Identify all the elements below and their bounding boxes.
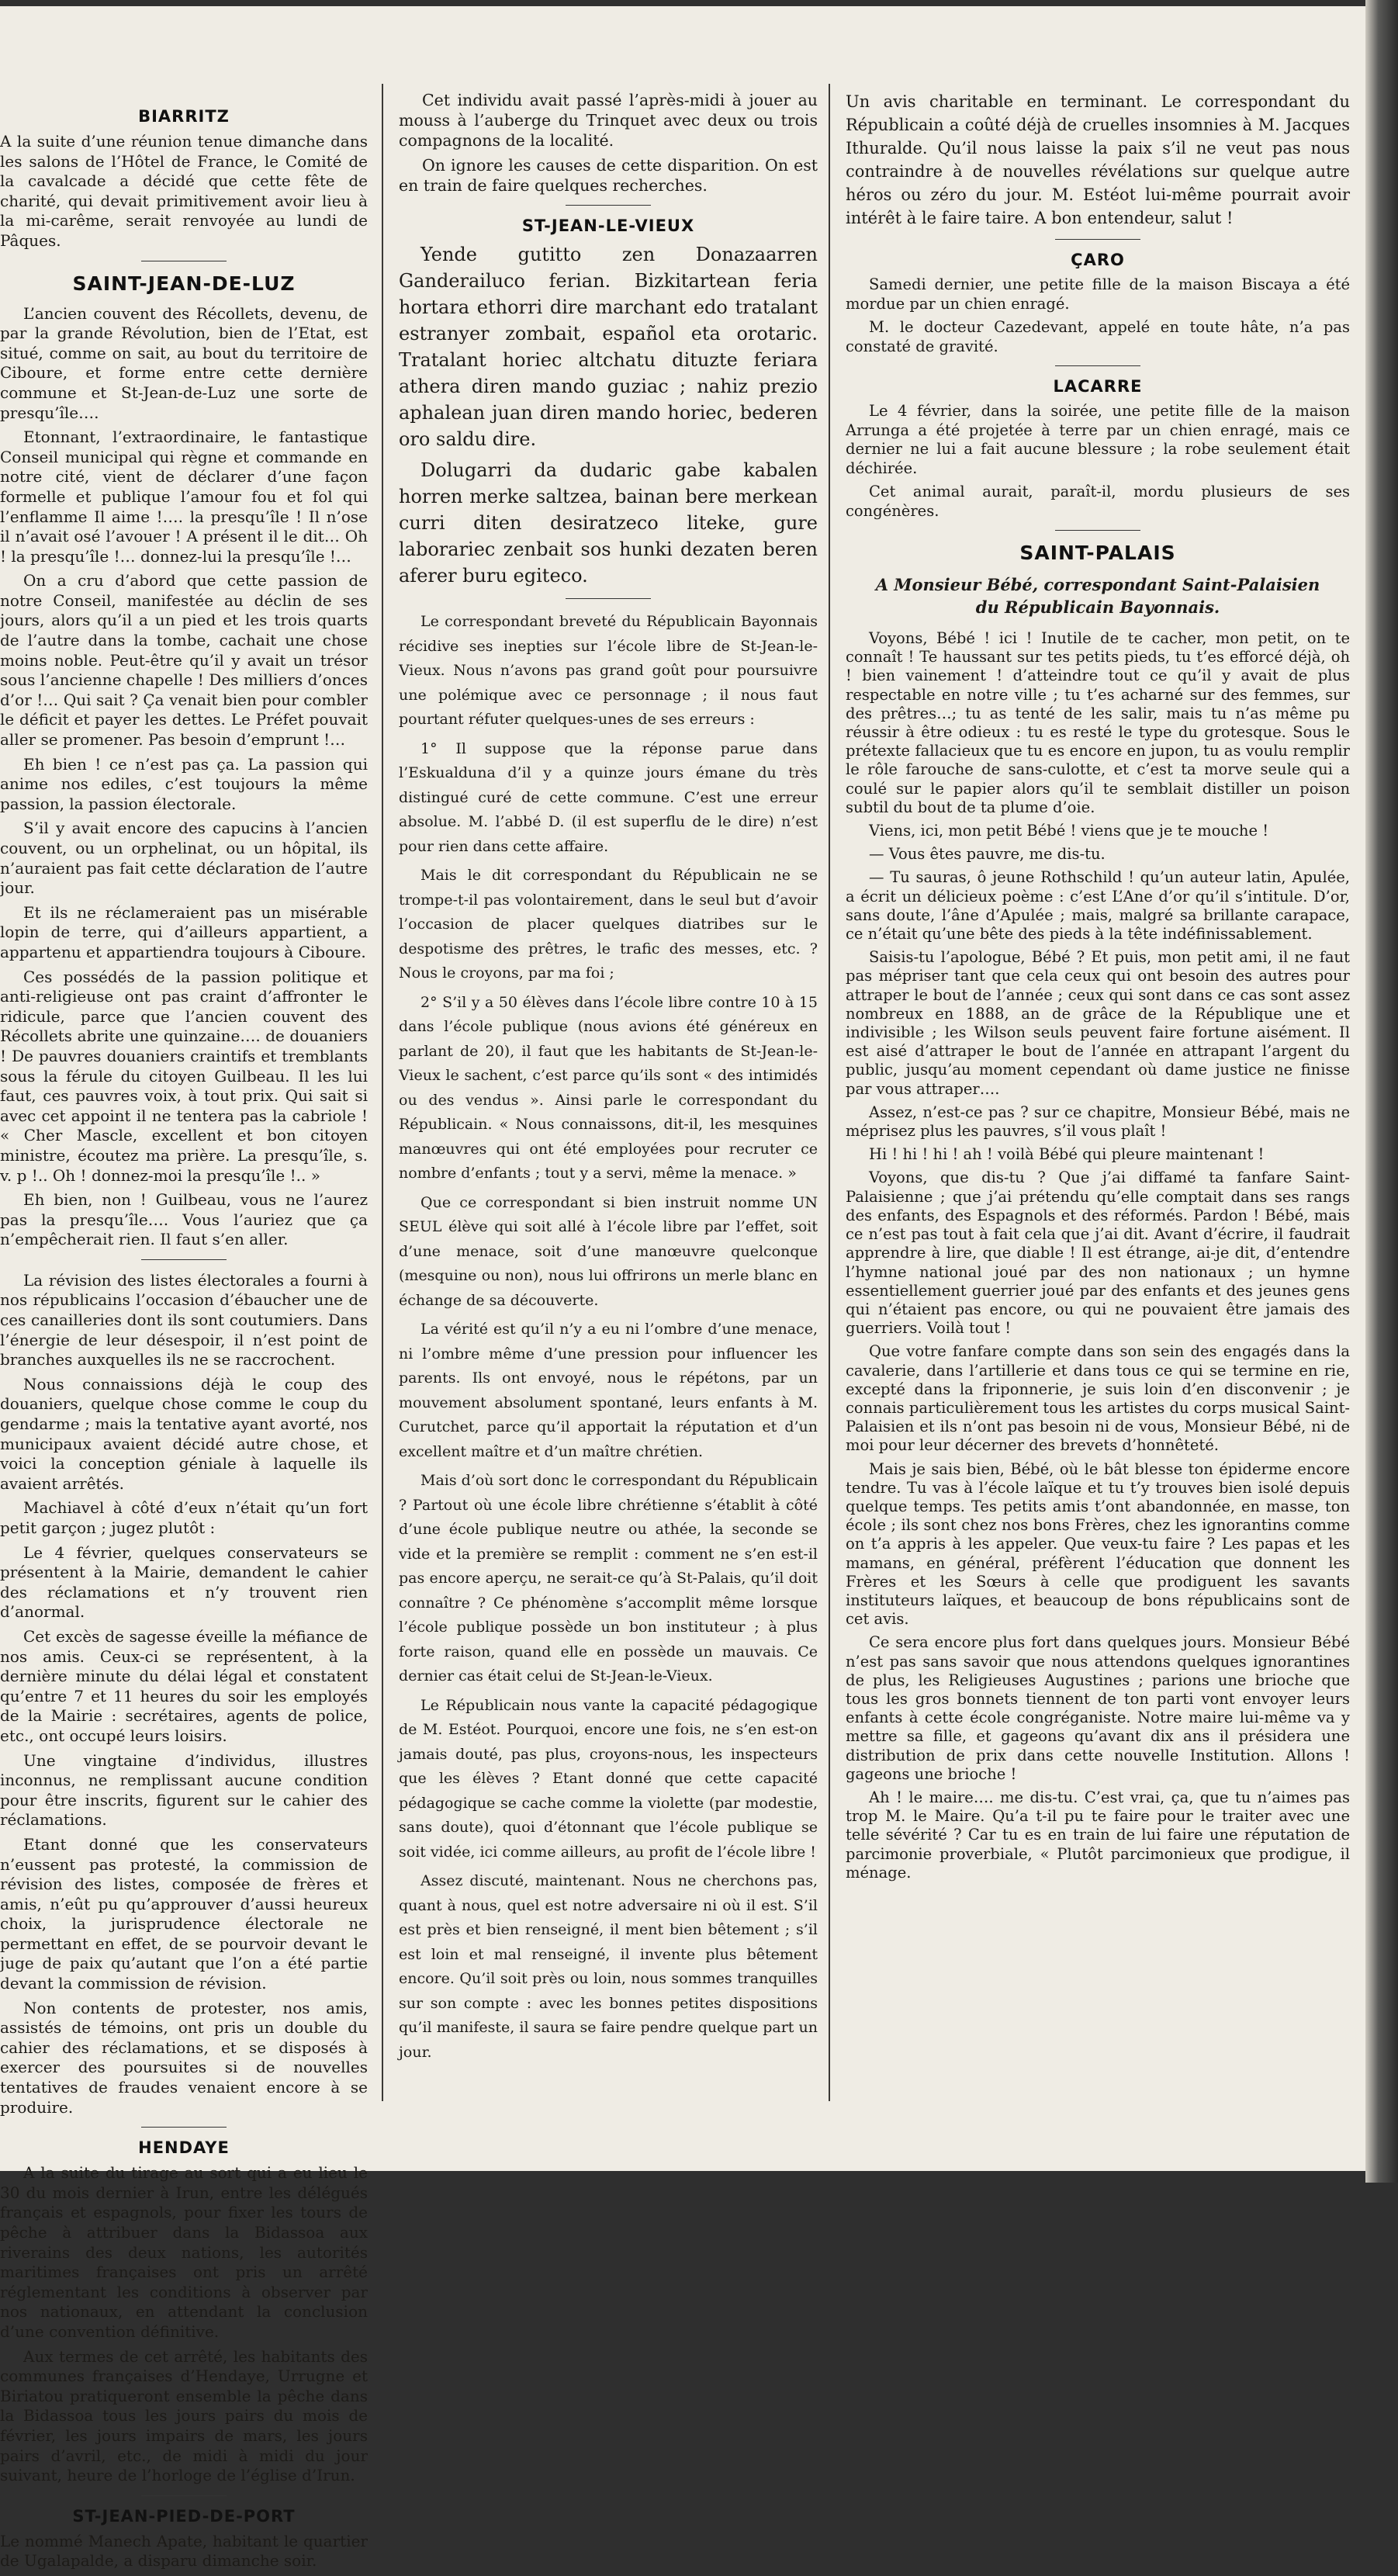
paragraph: La vérité est qu’il n’y a eu ni l’ombre d’une menace, ni l’ombre même d’une pression pour influencer les parents. Ils ont envoyé, nous le répétons, par un mouvement absolument spontané, leurs enfants à M. Curutchet, parce qu’il apportait la réputation et d’un excellent maître et d’un maître chrétien. bbox=[399, 1321, 818, 1460]
section-title-hendaye: HENDAYE bbox=[138, 2138, 230, 2158]
section-title-saint-palais: SAINT-PALAIS bbox=[1019, 542, 1176, 564]
paragraph: Le correspondant breveté du Républicain Bayonnais récidive ses inepties sur l’école libre de St-Jean-le-Vieux. Nous n’avons pas grand goût pour poursuivre une polémique avec ce personnage ; il nous faut pourtant réfuter quelques-unes de ses erreurs : bbox=[399, 613, 818, 728]
paragraph: Viens, ici, mon petit Bébé ! viens que je te mouche ! bbox=[869, 822, 1269, 840]
paragraph: Ah ! le maire…. me dis-tu. C’est vrai, ça, que tu n’aimes pas trop M. le Maire. Qu’a t-il pu te faire pour le traiter avec une telle sévérité ? Car tu es en train de lui faire une réputation de parcimonie proverbiale, « Plutôt parcimonieux que prodigue, il ménage. bbox=[846, 1788, 1350, 1882]
paragraph: — Tu sauras, ô jeune Rothschild ! qu’un auteur latin, Apulée, a écrit un délicieux poème : c’est L’Ane d’or qu’il s’intitule. D’or, sans doute, l’âne d’Apulée ; mais, malgré sa brillante carapace, ce n’était qu’une bête des pieds à la tête indéfinissablement. bbox=[846, 868, 1350, 943]
paragraph: Voyons, Bébé ! ici ! Inutile de te cacher, mon petit, on te connaît ! Te haussant sur tes petits pieds, tu t’es efforcé déjà, oh ! bien vainement ! d’atteindre tout ce qu’il y avait de plus respectable en notre ville ; tu t’es acharné sur des femmes, sur des prêtres…; tu as tenté de les salir, mais tu n’as même pu réussir à être odieux : tu es resté le type du grotesque. Sous le prétexte fallacieux que tu es encore en jupon, tu as voulu remplir le rôle farouche de sans-culotte, et c’est ta morve seule qui a coulé sur le papier alors qu’il te semblait distiller un poison subtil du bout de ta plume d’oie. bbox=[846, 629, 1350, 816]
st-jean-pied-de-port-paragraph: Le nommé Manech Apate, habitant le quartier de Ugalapalde, a disparu dimanche soir. bbox=[0, 2531, 368, 2571]
hendaye-body bbox=[0, 2163, 368, 2486]
paragraph: L’ancien couvent des Récollets, devenu, de par la grande Révolution, bien de l’Etat, est situé, comme on sait, au bout du territoire de Ciboure, et forme entre cette dernière commune et St-Jean-de-Luz une sorte de presqu’île…. bbox=[0, 303, 368, 422]
paragraph: Yende gutitto zen Donazaarren Ganderailuco ferian. Bizkitartean feria hortara ethorri dire marchant edo tratalant estranyer zombait, español eta orotaric. Tratalant horiec altchatu dituzte feriara athera diren mando guziac ; nahiz prezio aphalean juan diren mando horiec, bederen oro saldu dire. bbox=[399, 244, 818, 450]
column-3 bbox=[846, 90, 1350, 1887]
paragraph: Aux termes de cet arrêté, les habitants des communes françaises d’Hendaye, Urrugne et Biriatou pratiqueront ensemble la pêche dans la Bidassoa tous les jours pairs du mois de février, les jours impairs de mars, les jours pairs d’avril, etc., de midi à midi du jour suivant, heure de l’horloge de l’église d’Irun. bbox=[0, 2346, 368, 2485]
paragraph: Assez, n’est-ce pas ? sur ce chapitre, Monsieur Bébé, mais ne méprisez plus les pauvres, s’il vous plaît ! bbox=[846, 1103, 1350, 1141]
separator bbox=[1055, 530, 1140, 531]
paragraph: 1° Il suppose que la réponse parue dans l’Eskualduna d’il y a quinze jours émane du très distingué curé de cette commune. C’est une erreur absolue. M. l’abbé D. (il est superflu de le dire) n’est pour rien dans cette affaire. bbox=[399, 739, 818, 855]
paragraph: S’il y avait encore des capucins à l’ancien couvent, ou un orphelinat, ou un hôpital, ils n’auraient pas fait cette déclaration de l’autre jour. bbox=[0, 819, 368, 898]
paragraph: Mais le dit correspondant du Républicain ne se trompe-t-il pas volontairement, dans le seul but d’avoir l’occasion de placer quelques diatribes sur le despotisme des prêtres, le trafic des messes, etc. ? Nous le croyons, par ma foi ; bbox=[399, 867, 818, 982]
basque-text bbox=[399, 241, 818, 589]
paragraph: Assez discuté, maintenant. Nous ne cherchons pas, quant à nous, quel est notre adversaire ni où il est. S’il est près et bien renseigné, il ment bien bêtement ; s’il est loin et mal renseigné, il invente plus bêtement encore. Qu’il soit près ou loin, nous sommes tranquilles sur son compte : avec les bonnes petites dispositions qu’il manifeste, il saura se faire pendre quelque part un jour. bbox=[399, 1872, 818, 2061]
saint-jean-de-luz-body-2 bbox=[0, 1271, 368, 2117]
paragraph: Nous connaissions déjà le coup des douaniers, quelque chose comme le coup du gendarme ; mais la tentative ayant avorté, nos municipaux avaient décidé autre chose, et voici la conception géniale à laquelle ils avaient arrêtés. bbox=[0, 1374, 368, 1493]
paragraph: Mais je sais bien, Bébé, où le bât blesse ton épiderme encore tendre. Tu vas à l’école laïque et tu t’y trouves bien isolé depuis quelque temps. Tes petits amis t’ont abandonnée, en masse, ton école ; ils sont chez nos bons Frères, chez les ignorantins comme on t’a appris à les appeler. Que veux-tu faire ? Les papas et les mamans, en général, préfèrent l’éducation que donnent les Frères et les Sœurs à celle que prodiguent les savants instituteurs laïques, et beaucoup de bons républicains sont de cet avis. bbox=[846, 1459, 1350, 1629]
paragraph: Dolugarri da dudaric gabe kabalen horren merke saltzea, bainan bere merkean curri diten desiratzeco liteke, gure laborariec zenbait sos hunki dezaten beren aferer buru egiteco. bbox=[399, 459, 818, 587]
paragraph: Hi ! hi ! hi ! ah ! voilà Bébé qui pleure maintenant ! bbox=[869, 1145, 1265, 1164]
saint-palais-body bbox=[846, 629, 1350, 1882]
caro-body bbox=[846, 275, 1350, 356]
paragraph: Eh bien, non ! Guilbeau, vous ne l’aurez pas la presqu’île…. Vous l’auriez que ça n’empêcherait rien. Il faut s’en aller. bbox=[0, 1190, 368, 1249]
paragraph: Machiavel à côté d’eux n’était qu’un fort petit garçon ; jugez plutôt : bbox=[0, 1498, 368, 1537]
continuation-text bbox=[399, 90, 818, 196]
paragraph: 2° S’il y a 50 élèves dans l’école libre contre 10 à 15 dans l’école publique (nous avions été généreux en parlant de 20), il faut que les habitants de St-Jean-le-Vieux le sachent, c’est parce qu’ils sont « des intimidés ou des vendus ». Ainsi parle le correspondant du Républicain. « Nous connaissons, dit-il, les mesquines manœuvres qui ont été employées pour recruter ce nombre d’enfants ; tout y a servi, même la menace. » bbox=[399, 993, 818, 1182]
paragraph: — Vous êtes pauvre, me dis-tu. bbox=[869, 845, 1106, 864]
paragraph: Ces possédés de la passion politique et anti-religieuse ont pas craint d’affronter le ridicule, parce que l’ancien couvent des Récollets abrite une quinzaine…. de douaniers ! De pauvres douaniers craintifs et tremblants sous la férule du citoyen Guilbeau. Il les lui faut, ces pauvres voix, à tout prix. Qui sait si avec cet appoint il ne tentera pas la cabriole ! « Cher Mascle, excellent et bon citoyen ministre, écoutez ma prière. La presqu’île, s. v. p !.. Oh ! donnez-moi la presqu’île !.. » bbox=[0, 967, 368, 1185]
paragraph: Eh bien ! ce n’est pas ça. La passion qui anime nos ediles, c’est toujours la même passion, la passion électorale. bbox=[0, 754, 368, 813]
closing-note-paragraph: Un avis charitable en terminant. Le correspondant du Républicain a coûté déjà de cruelles insomnies à M. Jacques Ithuralde. Qu’il nous laisse la paix s’il ne veut pas nous contraindre à de nouvelles révélations sur quelque autre héros ou zéro du jour. M. Estéot lui-même pourrait avoir intérêt à le faire taire. A bon entendeur, salut ! bbox=[846, 92, 1350, 227]
section-title-st-jean-le-vieux: ST-JEAN-LE-VIEUX bbox=[521, 216, 695, 235]
paragraph: Etonnant, l’extraordinaire, le fantastique Conseil municipal qui règne et commande en notre cité, vient de déclarer d’une façon formelle et publique l’amour fou et fol qui l’enflamme Il aime !…. la presqu’île ! Il n’ose il n’avait osé l’avouer ! A présent il le dit… Oh ! la presqu’île !… donnez-lui la presqu’île !… bbox=[0, 428, 368, 566]
paragraph: Que votre fanfare compte dans son sein des engagés dans la cavalerie, dans l’artillerie et dans tous ce qui se termine en rie, excepté dans la friponnerie, je suis loin d’en disconvenir ; je connais particulièrement tous les artistes du corps musical Saint-Palaisien et ils n’ont pas besoin ni de vous, Monsieur Bébé, ni de moi pour leur décerner des brevets d’honnêteté. bbox=[846, 1342, 1350, 1455]
paragraph: Le 4 février, dans la soirée, une petite fille de la maison Arrunga a été projetée à terre par un chien enragé, mais ce dernier ne lui a fait aucune blessure ; la robe seulement était déchirée. bbox=[846, 402, 1350, 477]
paragraph: A la suite du tirage au sort qui a eu lieu le 30 du mois dernier à Irun, entre les délégués français et espagnols, pour fixer les tours de pêche à attribuer dans la Bidassoa aux riverains des deux nations, les autorités maritimes françaises ont pris un arrêté réglementant les conditions à observer par nos nationaux, en attendant la conclusion d’une convention définitive. bbox=[0, 2163, 368, 2341]
paragraph: Samedi dernier, une petite fille de la maison Biscaya a été mordue par un chien enragé. bbox=[846, 275, 1350, 313]
paragraph: Cet excès de sagesse éveille la méfiance de nos amis. Ceux-ci se représentent, à la dernière minute du délai légal et constatent qu’entre 7 et 11 heures du soir les employés de la Mairie : secrétaires, agents de police, etc., ont occupé leurs loisirs. bbox=[0, 1626, 368, 1745]
paragraph: Ce sera encore plus fort dans quelques jours. Monsieur Bébé n’est pas sans savoir que nous attendons quelques ignorantines de plus, les Religieuses Augustines ; parions une brioche que tous les gros bonnets tiennent de ton parti vont envoyer leurs enfants à cette école congréganiste. Notre maire lui-même va y mettre sa fille, et gageons qu’avant dix ans il présidera une distribution de prix dans cette nouvelle Institution. Allons ! gageons une brioche ! bbox=[846, 1633, 1350, 1783]
paragraph: Cet individu avait passé l’après-midi à jouer au mouss à l’auberge du Trinquet avec deux ou trois compagnons de la localité. bbox=[399, 91, 818, 150]
column-2 bbox=[399, 90, 818, 2069]
paragraph: M. le docteur Cazedevant, appelé en toute hâte, n’a pas constaté de gravité. bbox=[846, 318, 1350, 355]
paragraph: Le Républicain nous vante la capacité pédagogique de M. Estéot. Pourquoi, encore une fois, ne s’en est-on jamais douté, pas plus, croyons-nous, les inspecteurs que les élèves ? Etant donné que cette capacité pédagogique se cache comme la violette (par modestie, sans doute), quoi d’étonnant que l’école publique se soit vidée, ici comme ailleurs, au profit de l’école libre ! bbox=[399, 1696, 818, 1861]
paragraph: La révision des listes électorales a fourni à nos républicains l’occasion d’ébaucher une de ces canailleries dont ils sont coutumiers. Dans l’énergie de leur désespoir, il n’est point de branches auxquelles ils ne se raccrochent. bbox=[0, 1270, 368, 1369]
separator bbox=[141, 1259, 227, 1260]
paragraph: Et ils ne réclameraient pas un misérable lopin de terre, qui d’ailleurs appartient, a appartenu et appartiendra toujours à Ciboure. bbox=[0, 902, 368, 961]
separator bbox=[141, 2127, 227, 2128]
paragraph: Etant donné que les conservateurs n’eussent pas protesté, la commission de révision des listes, composée de frères et amis, n’eût pu qu’approuver d’aussi heureux choix, la jurisprudence électorale ne permettant en effet, de se pourvoir devant le juge de paix qu’autant que l’on a été partie devant la commission de révision. bbox=[0, 1834, 368, 1993]
lacarre-body bbox=[846, 402, 1350, 521]
paragraph: On a cru d’abord que cette passion de notre Conseil, manifestée au déclin de ses jours, alors qu’il a un pied et les trois quarts de l’autre dans la tombe, cachait une chose moins noble. Peut-être qu’il y avait un trésor sous l’ancienne chapelle ! Des milliers d’onces d’or !… Qui sait ? Ça venait bien pour combler le déficit et payer les dettes. Le Préfet pouvait aller se promener. Pas besoin d’emprunt !… bbox=[0, 571, 368, 750]
closing-note bbox=[846, 90, 1350, 230]
separator bbox=[141, 2495, 227, 2496]
page-edge-shadow bbox=[1365, 0, 1398, 2183]
paragraph: Que ce correspondant si bien instruit nomme UN SEUL élève qui soit allé à l’école libre par l’effet, soit d’une menace, soit d’une manœuvre quelconque (mesquine ou non), nous lui offrirons un merle blanc en échange de sa découverte. bbox=[399, 1193, 818, 1309]
section-title-caro: ÇARO bbox=[1071, 251, 1125, 269]
newspaper-page bbox=[0, 6, 1365, 2571]
paragraph: Une vingtaine d’individus, illustres inconnus, ne remplissant aucune condition pour être inscrits, figurent sur le cahier des réclamations. bbox=[0, 1750, 368, 1830]
paragraph: On ignore les causes de cette disparition. On est en train de faire quelques recherches. bbox=[399, 156, 818, 195]
section-title-biarritz: BIARRITZ bbox=[138, 107, 230, 126]
separator bbox=[566, 205, 651, 206]
paragraph: Voyons, que dis-tu ? Que j’ai diffamé ta fanfare Saint-Palaisienne ; que j’ai prétendu qu’elle comptait dans ses rangs des enfants, des Espagnols et des réformés. Pardon ! Bébé, mais ce n’est pas tout à fait cela que j’ai dit. Avant d’écrire, il faudrait apprendre à lire, que diable ! Il est étrange, ai-je dit, d’entendre l’hymne national joué par des non nationaux ; un hymne essentiellement guerrier joué par des enfants et des jeunes gens qui n’étaient pas encore, ou qui ne pouvaient être jamais des guerriers. Voilà tout ! bbox=[846, 1169, 1350, 1338]
column-rule bbox=[829, 84, 830, 2101]
subtitle-line-1: A Monsieur Bébé, correspondant Saint-Palaisien bbox=[875, 575, 1320, 594]
biarritz-paragraph: A la suite d’une réunion tenue dimanche dans les salons de l’Hôtel de France, le Comité de la cavalcade a décidé que cette fête de charité, qui devait primitivement avoir lieu à la mi-carême, serait renvoyée au lundi de Pâques. bbox=[0, 132, 368, 250]
section-title-saint-jean-de-luz: SAINT-JEAN-DE-LUZ bbox=[72, 272, 296, 295]
separator bbox=[566, 598, 651, 599]
subtitle-line-2: du Républicain Bayonnais. bbox=[975, 597, 1220, 617]
column-rule bbox=[382, 84, 383, 2101]
saint-palais-subtitle bbox=[846, 573, 1350, 618]
paragraph: Saisis-tu l’apologue, Bébé ? Et puis, mon petit ami, il ne faut pas mépriser tant que cela ceux qui ont besoin des autres pour attraper le bout de l’année ; ceux qui sont dans ce cas sont assez nombreux en 1888, an de grâce de la République une et indivisible ; les Wilson seuls peuvent faire fortune aisément. Il est aisé d’attraper le bout de l’année en attrapant l’argent du public, jusqu’au moment cependant où dame justice ne finisse par vous attraper…. bbox=[846, 948, 1350, 1098]
paragraph: Cet animal aurait, paraît-il, mordu plusieurs de ses congénères. bbox=[846, 483, 1350, 520]
separator bbox=[1055, 239, 1140, 240]
paragraph: Non contents de protester, nos amis, assistés de témoins, ont pris un double du cahier des réclamations, et se disposés à exercer des poursuites si de nouvelles tentatives de fraudes venaient encore à se produire. bbox=[0, 1998, 368, 2117]
section-title-lacarre: LACARRE bbox=[1053, 377, 1143, 396]
paragraph: Mais d’où sort donc le correspondant du Républicain ? Partout où une école libre chrétienne s’établit à côté d’une école publique neutre ou athée, la seconde se vide et la première se remplit : comment ne s’en est-il pas encore aperçu, ne serait-ce qu’à St-Palais, qu’il doit connaître ? Ce phénomène s’accomplit même lorsque l’école publique possède un bon instituteur ; à plus forte raison, quand elle en possède un mauvais. Ce dernier cas était celui de St-Jean-le-Vieux. bbox=[399, 1472, 818, 1684]
saint-jean-de-luz-body bbox=[0, 304, 368, 1250]
separator bbox=[1055, 365, 1140, 366]
reply-text bbox=[399, 610, 818, 2065]
paragraph: Le 4 février, quelques conservateurs se présentent à la Mairie, demandent le cahier des réclamations et n’y trouvent rien d’anormal. bbox=[0, 1542, 368, 1622]
section-title-st-jean-pied-de-port: ST-JEAN-PIED-DE-PORT bbox=[72, 2506, 296, 2526]
column-1 bbox=[0, 90, 368, 2576]
